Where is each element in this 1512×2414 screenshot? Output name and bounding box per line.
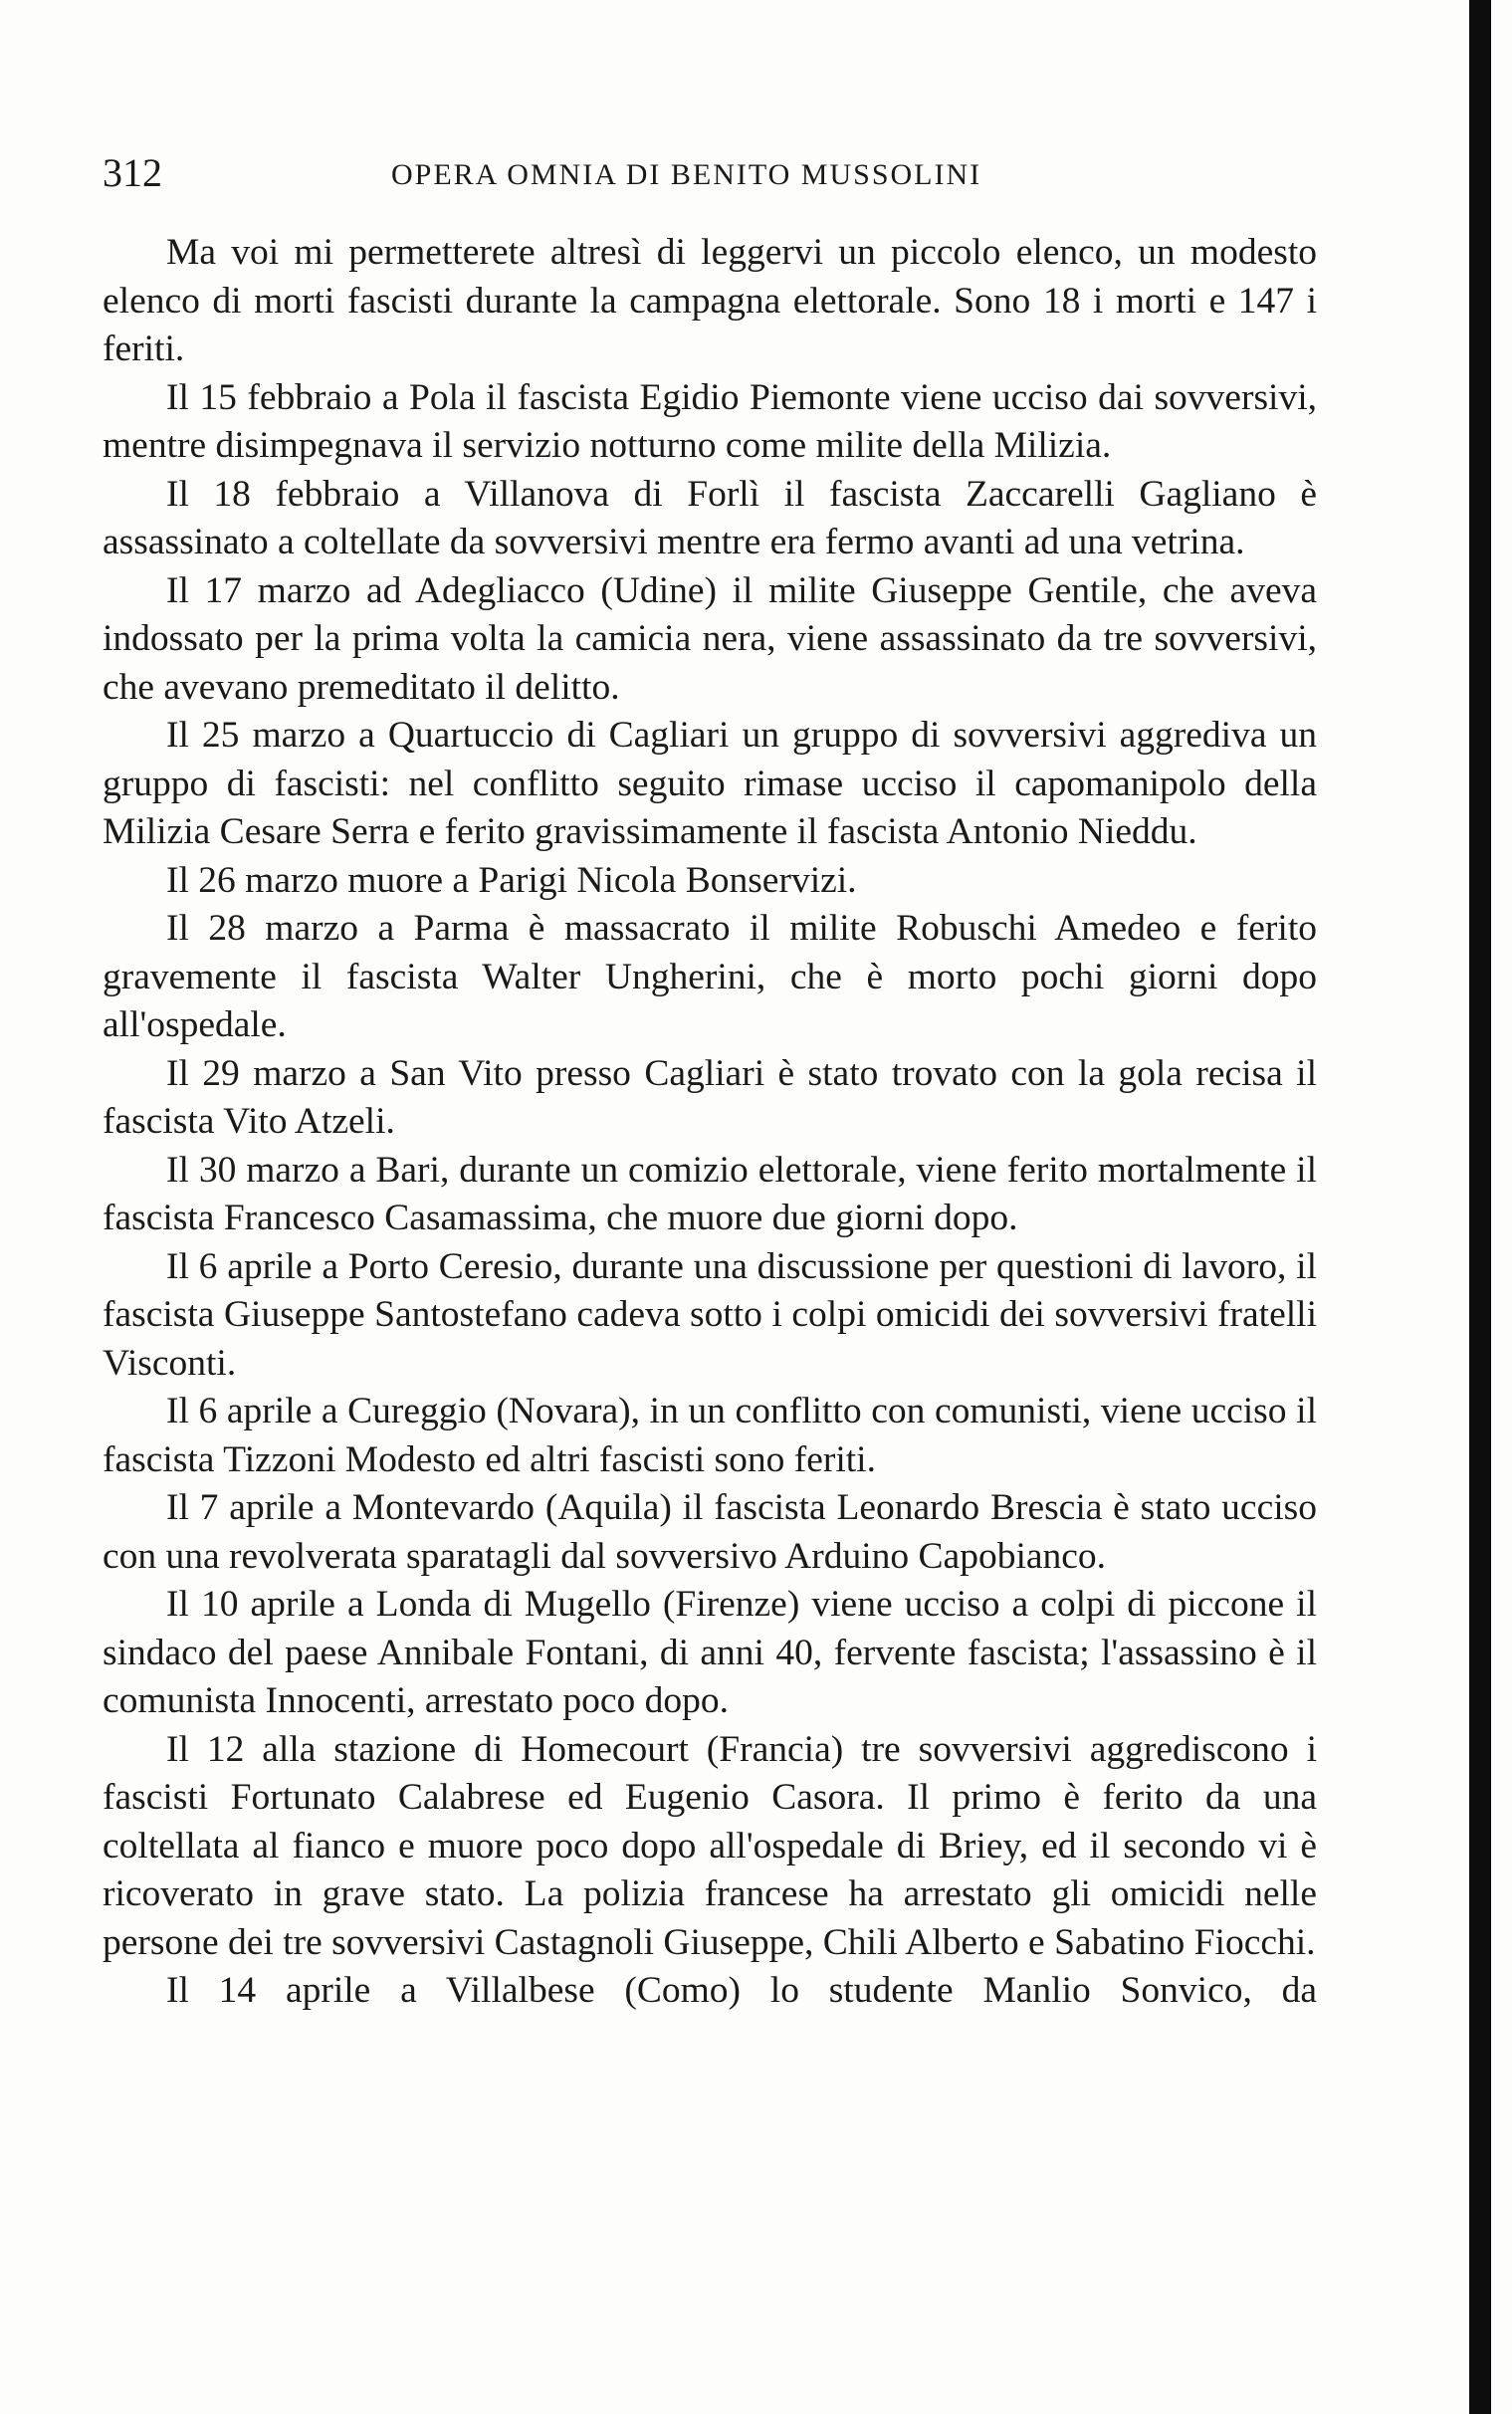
paragraph-parma: Il 28 marzo a Parma è massacrato il milite Robuschi Amedeo e ferito gravemente il fascista Walter Ungherini, che è morto pochi giorni dopo all'ospedale. (103, 908, 1317, 1045)
paragraph-homecourt: Il 12 alla stazione di Homecourt (Francia) tre sovversivi aggrediscono i fascisti Fortunato Calabrese ed Eugenio Casora. Il primo è ferito da una coltellata al fianco e muore poco dopo all'ospedale di Briey, ed il secondo vi è ricoverato in grave stato. La polizia francese ha arrestato gli omicidi nelle persone dei tre sovversivi Castagnoli Giuseppe, Chili Alberto e Sabatino Fiocchi. (103, 1728, 1317, 1963)
page-header (103, 147, 1317, 207)
paragraph-san-vito: Il 29 marzo a San Vito presso Cagliari è stato trovato con la gola recisa il fascista Vito Atzeli. (103, 1052, 1317, 1142)
paragraph-montevardo: Il 7 aprile a Montevardo (Aquila) il fascista Leonardo Brescia è stato ucciso con una revolverata sparatagli dal sovversivo Arduino Capobianco. (103, 1487, 1317, 1577)
paragraph-bari: Il 30 marzo a Bari, durante un comizio elettorale, viene ferito mortalmente il fascista Francesco Casamassima, che muore due giorni dopo. (103, 1149, 1317, 1238)
paragraph-quartuccio: Il 25 marzo a Quartuccio di Cagliari un gruppo di sovversivi aggrediva un gruppo di fascisti: nel conflitto seguito rimase ucciso il capomanipolo della Milizia Cesare Serra e ferito gravissimamente il fascista Antonio Nieddu. (103, 715, 1317, 852)
paragraph-porto-ceresio: Il 6 aprile a Porto Ceresio, durante una discussione per questioni di lavoro, il fascista Giuseppe Santostefano cadeva sotto i colpi omicidi dei sovversivi fratelli Visconti. (103, 1245, 1317, 1384)
running-title: OPERA OMNIA DI BENITO MUSSOLINI (391, 158, 982, 191)
page-number: 312 (103, 150, 162, 195)
paragraph-cureggio: Il 6 aprile a Cureggio (Novara), in un conflitto con comunisti, viene ucciso il fascista Tizzoni Modesto ed altri fascisti sono feriti. (103, 1391, 1317, 1480)
paragraph-adegliacco: Il 17 marzo ad Adegliacco (Udine) il milite Giuseppe Gentile, che aveva indossato per la prima volta la camicia nera, viene assassinato da tre sovversivi, che avevano premeditato il delitto. (103, 569, 1317, 708)
paragraph-intro: Ma voi mi permetterete altresì di leggervi un piccolo elenco, un modesto elenco di morti fascisti durante la campagna elettorale. Sono 18 i morti e 147 i feriti. (103, 232, 1317, 369)
paragraph-villanova: Il 18 febbraio a Villanova di Forlì il fascista Zaccarelli Gagliano è assassinato a coltellate da sovversivi mentre era fermo avanti ad una vetrina. (103, 473, 1317, 562)
paragraph-villalbese: Il 14 aprile a Villalbese (Como) lo studente Manlio Sonvico, da (166, 1970, 1317, 2011)
paragraph-londa: Il 10 aprile a Londa di Mugello (Firenze) viene ucciso a colpi di piccone il sindaco del paese Annibale Fontani, di anni 40, fervente fascista; l'assassino è il comunista Innocenti, arrestato poco dopo. (103, 1584, 1317, 1721)
body-text (103, 229, 1317, 2016)
paragraph-pola: Il 15 febbraio a Pola il fascista Egidio Piemonte viene ucciso dai sovversivi, mentre disimpegnava il servizio notturno come milite della Milizia. (103, 376, 1317, 466)
page-edge-shadow (1469, 0, 1491, 2414)
paragraph-parigi: Il 26 marzo muore a Parigi Nicola Bonservizi. (166, 859, 857, 901)
